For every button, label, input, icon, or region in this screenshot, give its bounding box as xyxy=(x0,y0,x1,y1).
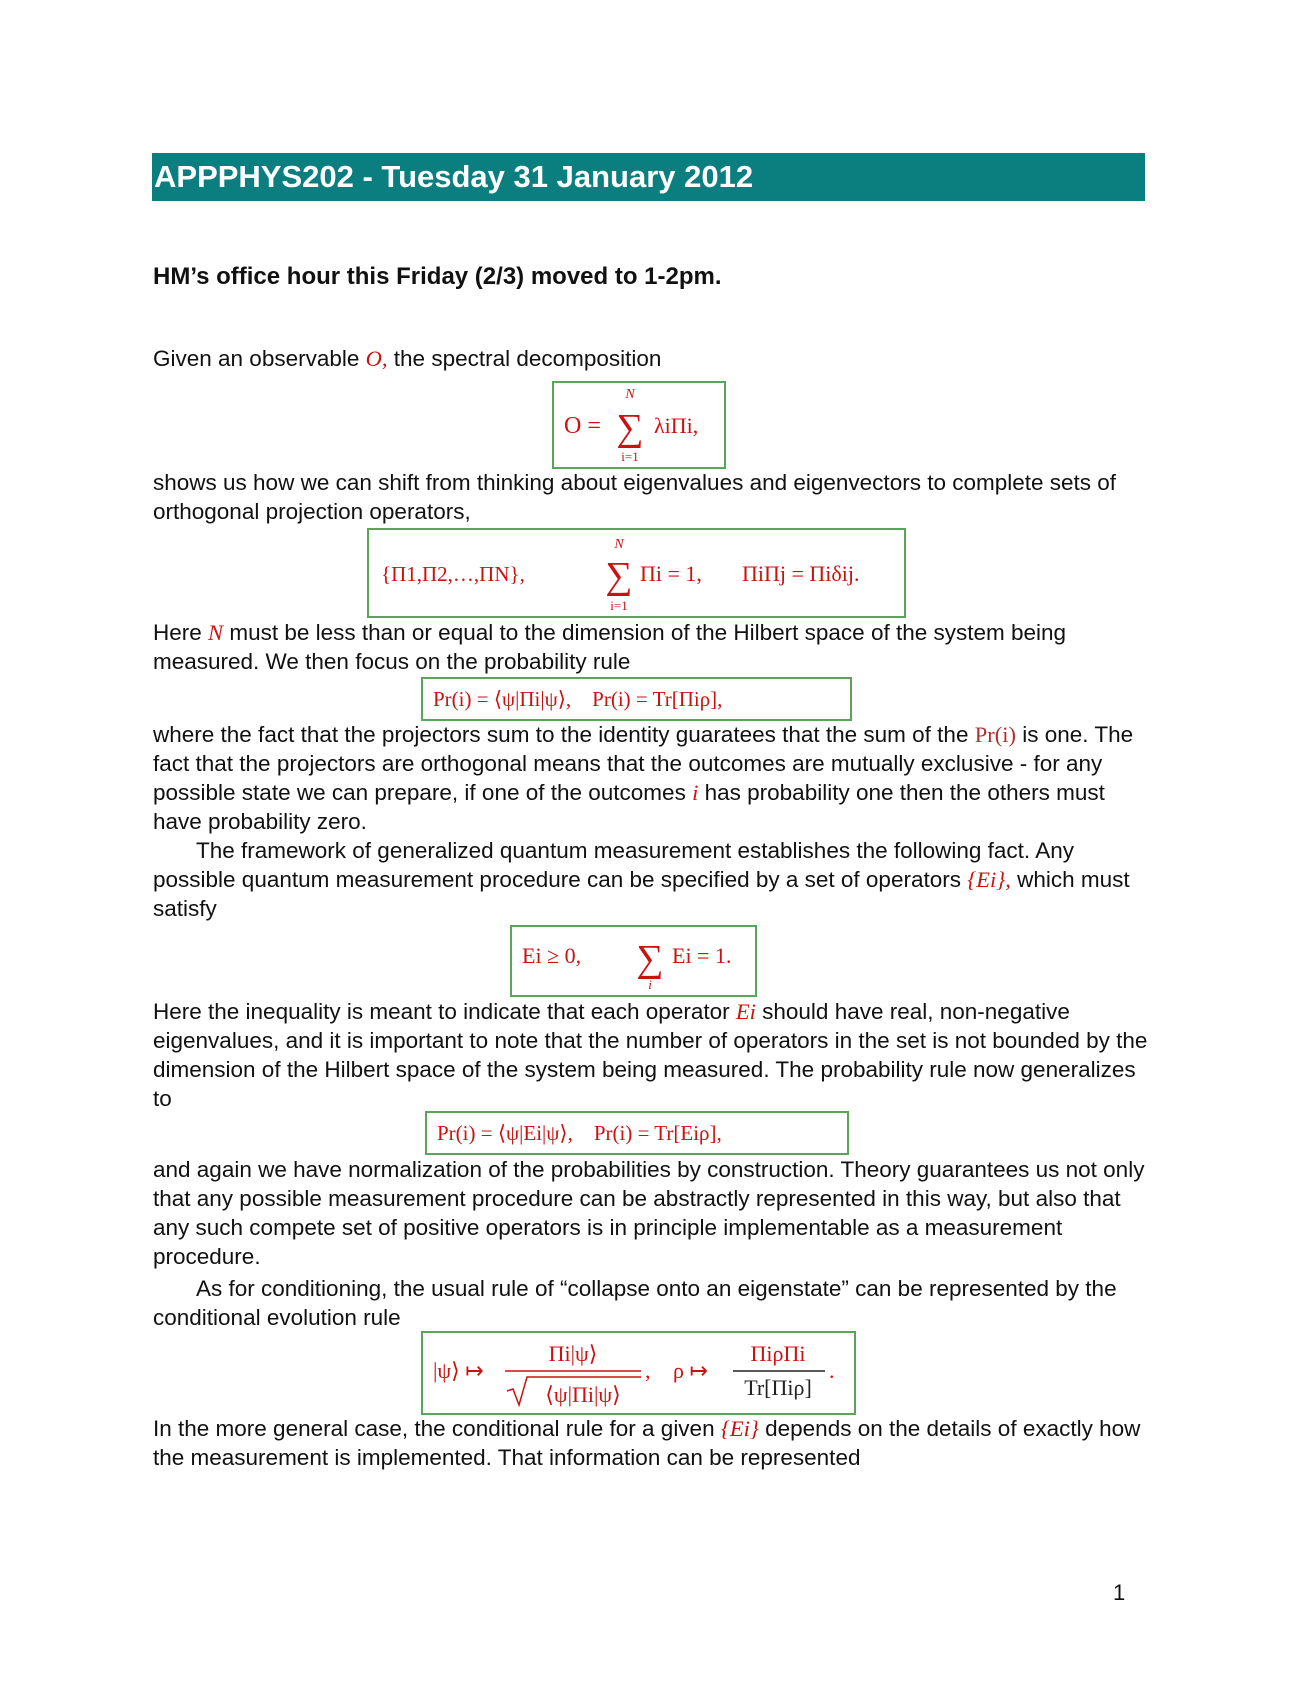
p1-text-b: the spectral decomposition xyxy=(393,346,662,371)
eq1-sum: ∑ xyxy=(616,407,644,449)
equation-6-svg xyxy=(423,1333,854,1413)
eq2-rel2: ΠiΠj = Πiδij. xyxy=(742,561,860,586)
equation-projection-operators xyxy=(367,528,906,618)
p4-text-b: is one. The fact that the projectors are orthogonal means that the outcomes are mutually exclusive - for any possible state we can prepare, if one of the outcomes xyxy=(153,722,1134,805)
equation-1-svg xyxy=(554,383,724,467)
page-number: 1 xyxy=(1113,1580,1126,1605)
p9-symbol: {Ei} xyxy=(720,1416,759,1441)
p3-symbol: N xyxy=(208,620,224,645)
p5-text-b: which must satisfy xyxy=(153,867,1130,921)
paragraph-6 xyxy=(153,997,1153,1113)
eq4-lhs: Ei ≥ 0, xyxy=(522,943,582,968)
eq2-set: {Π1,Π2,…,ΠN}, xyxy=(381,562,525,586)
paragraph-9 xyxy=(153,1414,1153,1472)
equation-probability-rule xyxy=(421,677,852,721)
p4-text-a: where the fact that the projectors sum to the identity guaratees that the sum of the xyxy=(153,722,969,747)
equation-2-svg xyxy=(369,530,904,616)
equation-5-svg xyxy=(427,1113,847,1153)
p5-symbol: {Ei}, xyxy=(967,867,1011,892)
equation-generalized-probability-rule xyxy=(425,1111,849,1155)
equation-4-svg xyxy=(512,927,755,995)
eq6-num1: Πi|ψ⟩ xyxy=(548,1341,598,1366)
equation-conditional-evolution xyxy=(421,1331,856,1415)
p9-text-a: In the more general case, the conditional rule for a given xyxy=(153,1416,715,1441)
p4-symbol-i: i xyxy=(692,780,699,805)
page-title: APPPHYS202 - Tuesday 31 January 2012 xyxy=(154,159,754,194)
eq6-end: . xyxy=(829,1358,835,1383)
eq2-sum: ∑ xyxy=(605,555,633,597)
paragraph-1 xyxy=(153,344,1153,373)
paragraph-5 xyxy=(153,836,1153,923)
eq4-rhs: Ei = 1. xyxy=(672,943,732,968)
equation-positive-operators xyxy=(510,925,757,997)
eq1-term: λiΠi, xyxy=(654,413,699,438)
eq2-upper: N xyxy=(614,537,624,552)
p6-symbol: Ei xyxy=(735,999,756,1024)
p3-text-b: must be less than or equal to the dimension of the Hilbert space of the system being measured. We then focus on the probability rule xyxy=(153,620,1067,674)
eq1-lower: i=1 xyxy=(621,449,639,464)
eq2-lower: i=1 xyxy=(610,598,628,613)
equation-3-svg xyxy=(423,679,850,719)
paragraph-3 xyxy=(153,618,1153,676)
p3-text-a: Here xyxy=(153,620,202,645)
eq4-sum: ∑ xyxy=(636,938,664,980)
eq5-text: Pr(i) = ⟨ψ|Ei|ψ⟩, Pr(i) = Tr[Eiρ], xyxy=(437,1121,722,1145)
eq6-num2: ΠiρΠi xyxy=(750,1341,806,1366)
p4-symbol-pr: Pr(i) xyxy=(974,722,1016,747)
office-hour-notice: HM’s office hour this Friday (2/3) moved to 1-2pm. xyxy=(153,263,722,290)
eq6-lhs1: |ψ⟩ ↦ xyxy=(433,1358,484,1383)
eq6-den1: ⟨ψ|Πi|ψ⟩ xyxy=(545,1382,621,1407)
p6-text-b: should have real, non-negative eigenvalues, and it is important to note that the number of operators in the set is not bounded by the dimension of the Hilbert space of the system being measured. The probability rule now generalizes to xyxy=(153,999,1148,1111)
eq1-lhs: O = xyxy=(564,413,601,439)
paragraph-2: shows us how we can shift from thinking about eigenvalues and eigenvectors to complete sets of orthogonal projection operators, xyxy=(153,470,1117,524)
p6-text-a: Here the inequality is meant to indicate that each operator xyxy=(153,999,730,1024)
eq3-text: Pr(i) = ⟨ψ|Πi|ψ⟩, Pr(i) = Tr[Πiρ], xyxy=(433,687,723,711)
eq6-den2: Tr[Πiρ] xyxy=(744,1375,812,1400)
p1-text-a: Given an observable xyxy=(153,346,360,371)
p4-text-c: has probability one then the others must have probability zero. xyxy=(153,780,1105,834)
title-bar xyxy=(152,153,1145,201)
eq6-lhs2: ρ ↦ xyxy=(673,1358,708,1383)
eq4-lower: i xyxy=(648,977,652,992)
p5-text-a: The framework of generalized quantum measurement establishes the following fact. Any possible quantum measurement procedure can be specified by a set of operators xyxy=(153,838,1074,892)
eq1-upper: N xyxy=(625,387,635,402)
equation-spectral-decomposition xyxy=(552,381,726,469)
p1-symbol: O, xyxy=(365,346,388,371)
eq6-sep: , xyxy=(645,1358,651,1383)
paragraph-7: and again we have normalization of the probabilities by construction. Theory guarantees us not only that any possible measurement procedure can be abstractly represented in this way, but also that any such compete set of positive operators is in principle implementable as a measurement procedure. xyxy=(153,1157,1145,1269)
p9-text-b: depends on the details of exactly how the measurement is implemented. That information can be represented xyxy=(153,1416,1141,1470)
paragraph-4 xyxy=(153,720,1153,836)
paragraph-8: As for conditioning, the usual rule of “collapse onto an eigenstate” can be represented by the conditional evolution rule xyxy=(153,1276,1117,1330)
eq2-rel1: Πi = 1, xyxy=(640,561,702,586)
